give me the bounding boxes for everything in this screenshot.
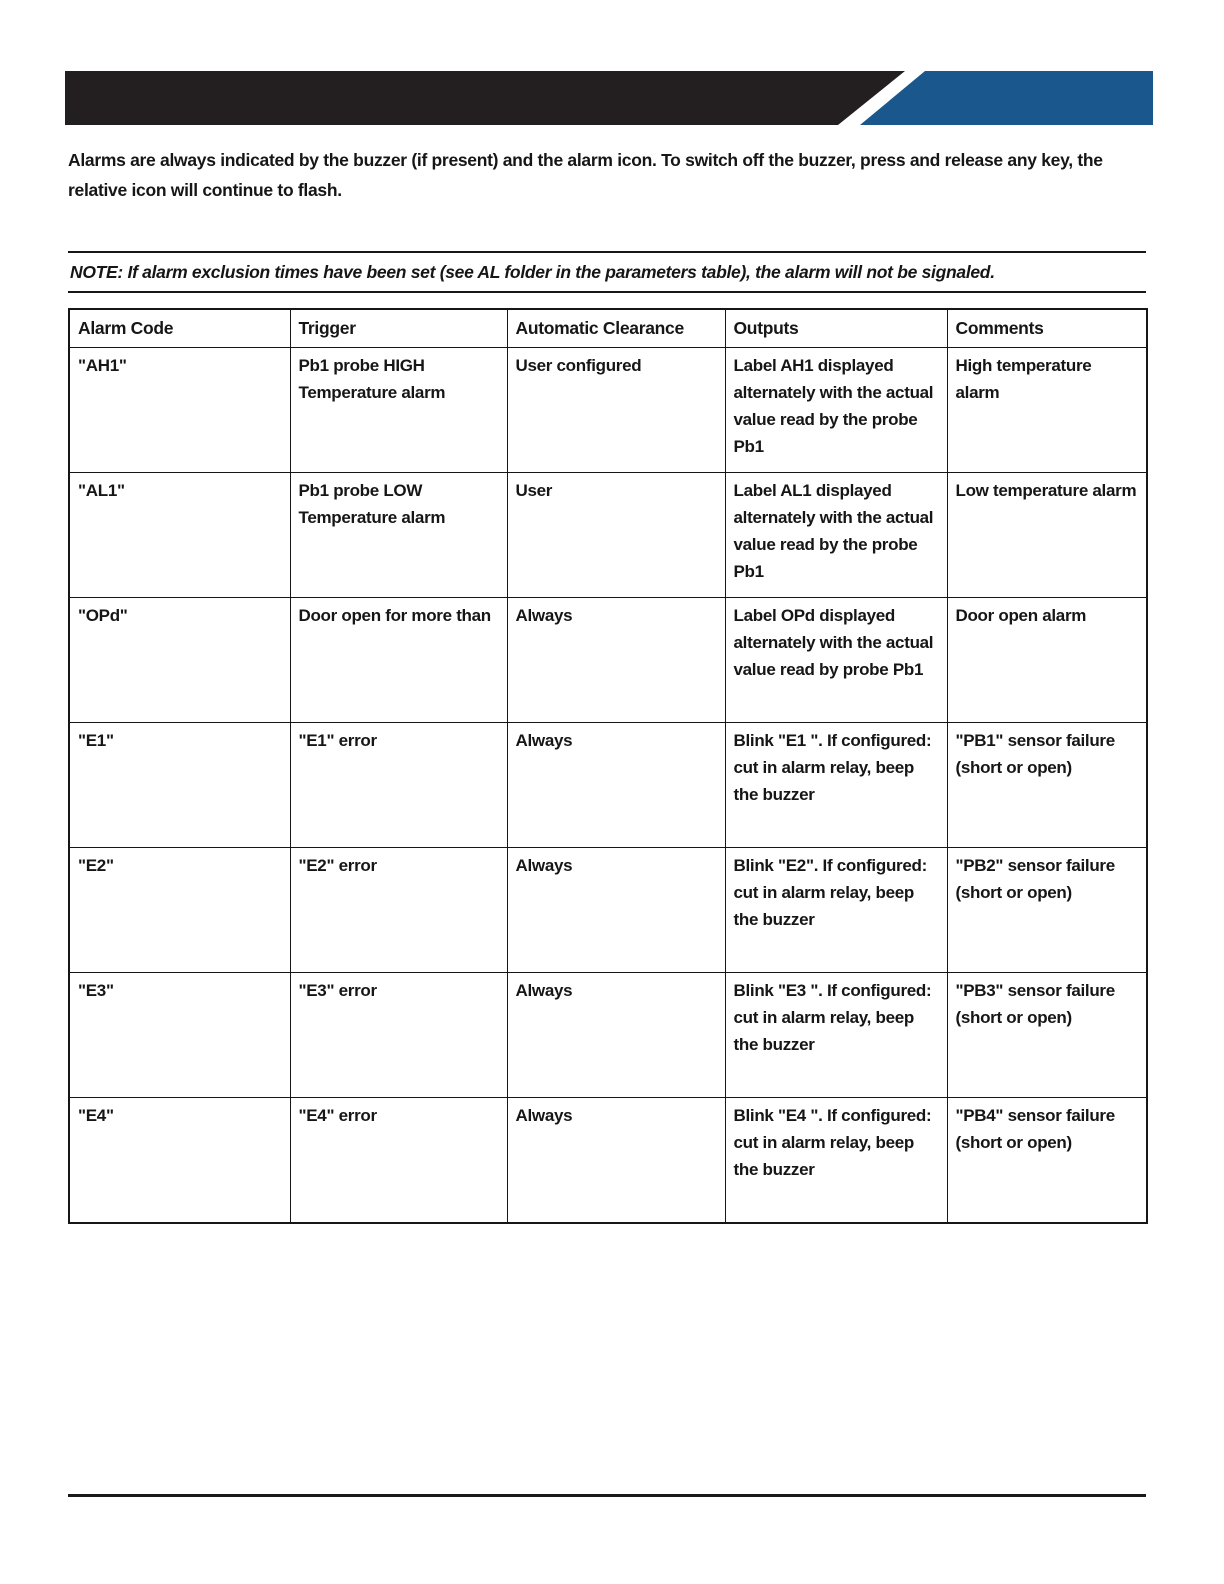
- cell-trigger: "E1" error: [290, 723, 507, 848]
- cell-clearance: User: [507, 473, 725, 598]
- page-content: [68, 145, 1146, 1224]
- table-row: [69, 848, 1147, 973]
- cell-alarm-code: "OPd": [69, 598, 290, 723]
- cell-outputs: Label OPd displayed alternately with the actual value read by probe Pb1: [725, 598, 947, 723]
- cell-trigger: Door open for more than: [290, 598, 507, 723]
- cell-clearance: Always: [507, 1098, 725, 1224]
- cell-comments: "PB1" sensor failure (short or open): [947, 723, 1147, 848]
- cell-outputs: Blink "E4 ". If configured: cut in alarm relay, beep the buzzer: [725, 1098, 947, 1224]
- cell-comments: "PB3" sensor failure (short or open): [947, 973, 1147, 1098]
- cell-outputs: Blink "E2". If configured: cut in alarm relay, beep the buzzer: [725, 848, 947, 973]
- cell-outputs: Label AL1 displayed alternately with the actual value read by the probe Pb1: [725, 473, 947, 598]
- column-header-automatic-clearance: Automatic Clearance: [507, 309, 725, 348]
- cell-alarm-code: "E4": [69, 1098, 290, 1224]
- table-row: [69, 973, 1147, 1098]
- cell-clearance: User configured: [507, 348, 725, 473]
- cell-clearance: Always: [507, 973, 725, 1098]
- table-row: [69, 598, 1147, 723]
- table-row: [69, 473, 1147, 598]
- note-block: [68, 251, 1146, 293]
- cell-comments: Low temperature alarm: [947, 473, 1147, 598]
- cell-outputs: Label AH1 displayed alternately with the actual value read by the probe Pb1: [725, 348, 947, 473]
- table-row: [69, 348, 1147, 473]
- cell-trigger: "E4" error: [290, 1098, 507, 1224]
- table-row: [69, 1098, 1147, 1224]
- intro-paragraph: Alarms are always indicated by the buzzer (if present) and the alarm icon. To switch off the buzzer, press and release any key, the relative icon will continue to flash.: [68, 150, 1103, 200]
- cell-comments: "PB4" sensor failure (short or open): [947, 1098, 1147, 1224]
- cell-clearance: Always: [507, 848, 725, 973]
- cell-alarm-code: "AL1": [69, 473, 290, 598]
- cell-clearance: Always: [507, 598, 725, 723]
- column-header-outputs: Outputs: [725, 309, 947, 348]
- header-banner: [65, 71, 1153, 125]
- table-row: [69, 723, 1147, 848]
- cell-comments: High temperature alarm: [947, 348, 1147, 473]
- cell-trigger: "E2" error: [290, 848, 507, 973]
- cell-comments: Door open alarm: [947, 598, 1147, 723]
- column-header-alarm-code: Alarm Code: [69, 309, 290, 348]
- cell-alarm-code: "E2": [69, 848, 290, 973]
- column-header-trigger: Trigger: [290, 309, 507, 348]
- cell-trigger: "E3" error: [290, 973, 507, 1098]
- table-header-row: [69, 309, 1147, 348]
- column-header-comments: Comments: [947, 309, 1147, 348]
- cell-comments: "PB2" sensor failure (short or open): [947, 848, 1147, 973]
- cell-alarm-code: "E3": [69, 973, 290, 1098]
- alarm-table: [68, 308, 1148, 1224]
- cell-trigger: Pb1 probe HIGH Temperature alarm: [290, 348, 507, 473]
- footer-rule: [68, 1494, 1146, 1497]
- cell-outputs: Blink "E1 ". If configured: cut in alarm relay, beep the buzzer: [725, 723, 947, 848]
- note-text: NOTE: If alarm exclusion times have been set (see AL folder in the parameters table), the alarm will not be signaled.: [70, 262, 995, 282]
- cell-outputs: Blink "E3 ". If configured: cut in alarm relay, beep the buzzer: [725, 973, 947, 1098]
- cell-alarm-code: "E1": [69, 723, 290, 848]
- cell-clearance: Always: [507, 723, 725, 848]
- cell-trigger: Pb1 probe LOW Temperature alarm: [290, 473, 507, 598]
- cell-alarm-code: "AH1": [69, 348, 290, 473]
